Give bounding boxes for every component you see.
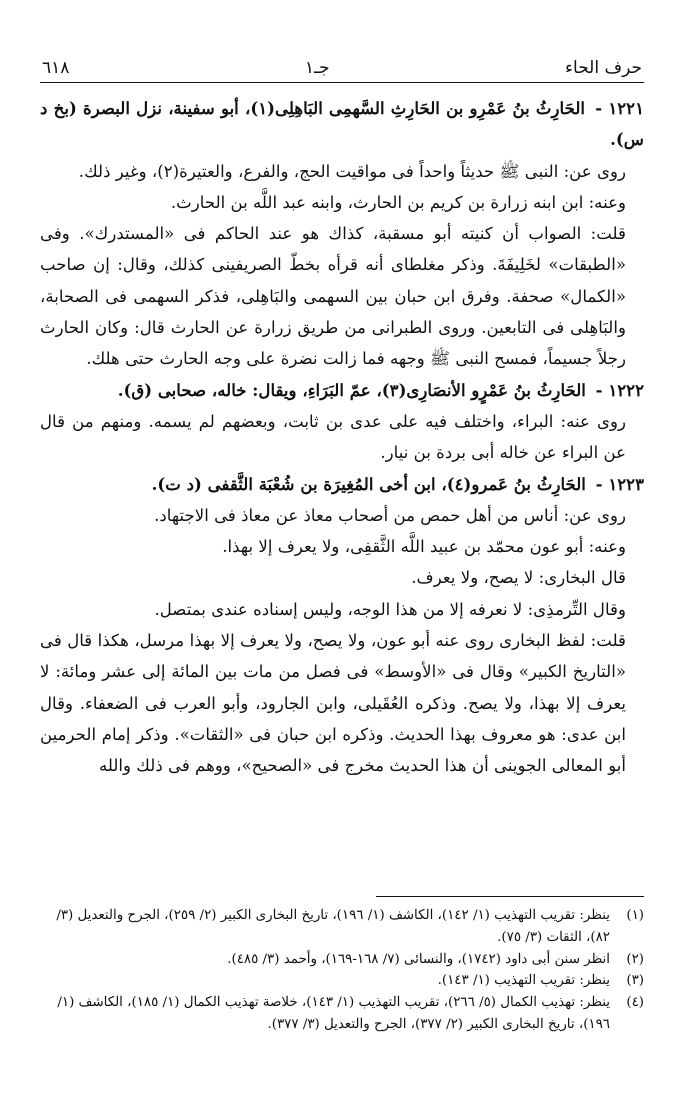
- entry-number: ١٢٢٢ -: [595, 379, 644, 400]
- page-number: ٦١٨: [42, 58, 70, 78]
- paragraph: روى عن: أناس من أهل حمص من أصحاب معاذ عن معاذ فى الاجتهاد.: [154, 505, 626, 525]
- footnote-text: ينظر: تقريب التهذيب (١/ ١٤٢)، الكاشف (١/ ١٩٦)، تاريخ البخارى الكبير (٢/ ٢٥٩)، الجرح والتعديل (٣/ ٨٢)، الثقات (٣/ ٧٥).: [56, 908, 610, 945]
- footnote: [40, 992, 644, 1036]
- entry-number: ١٢٢١ -: [595, 98, 645, 118]
- entry-title: الحَارِثُ بنُ عَمْرٍو الأنصَارِى(٣)، عمّ البَرَاءِ، ويقال: خاله، صحابى (ق).: [117, 379, 586, 400]
- footnote-text: انظر سنن أبى داود (١٧٤٢)، والنسائى (٧/ ١٦٨-١٦٩)، وأحمد (٣/ ٤٨٥).: [227, 951, 610, 967]
- volume-marker: جـ١: [304, 58, 330, 78]
- entry-heading: [40, 93, 644, 156]
- footnotes: [40, 896, 644, 1036]
- footnote-text: ينظر: تهذيب الكمال (٥/ ٢٦٦)، تقريب التهذيب (١/ ١٤٣)، خلاصة تهذيب الكمال (١/ ١٨٥)، الكاشف (١/ ١٩٦)، تاريخ البخارى الكبير (٢/ ٣٧٧)، الجرح والتعديل (٣/ ٣٧٧).: [57, 995, 610, 1032]
- paragraph: قلت: الصواب أن كنيته أبو مسقبة، كذاك هو عند الحاكم فى «المستدرك». وفى «الطبقات» لخَلِيفَةَ. وذكر مغلطاى أنه قرأه بخطّ الصريفينى كذلك، وقال: إن صاحب «الكمال» صحفة. وفرق ابن حبان بين السهمى والبَاهِلى، فذكر السهمى فى الصحابة، والبَاهِلى فى التابعين. وروى الطبرانى من طريق زرارة عن الحارث قال: وكان الحارث رجلاً جسيماً، فمسح النبى ﷺ وجهه فما زالت نضرة على وجه الحارث حتى هلك.: [40, 224, 626, 369]
- paragraph: وعنه: أبو عون محمّد بن عبيد اللَّه الثَّقفِى، ولا يعرف إلا بهذا.: [222, 537, 626, 557]
- footnote: [40, 905, 644, 949]
- footnote: [40, 970, 644, 992]
- chapter-title: حرف الحاء: [565, 58, 642, 78]
- entry-title: الحَارِثُ بنُ عَمرو(٤)، ابن أخى المُغِيرَة بن شُعْبَة الثَّقفى (د ت).: [151, 473, 586, 494]
- paragraph: روى عن: النبى ﷺ حديثاً واحداً فى مواقيت الحج، والفرع، والعتيرة(٢)، وغير ذلك.: [78, 161, 626, 181]
- paragraph: قال البخارى: لا يصح، ولا يعرف.: [411, 568, 626, 588]
- main-text: [40, 93, 644, 782]
- footnote-number: (١): [626, 908, 644, 923]
- footnote-number: (٣): [626, 973, 644, 989]
- entry-title: الحَارِثُ بنُ عَمْرِو بن الحَارِثِ السَّهمِى البَاهِلِى(١)، أبو سفينة، نزل البصرة (بخ د س).: [40, 98, 644, 150]
- footnote-divider: [376, 896, 644, 897]
- paragraph: وقال التِّرمذِى: لا نعرفه إلا من هذا الوجه، وليس إسناده عندى بمتصل.: [154, 599, 626, 619]
- running-header: [40, 58, 644, 83]
- footnote-number: (٤): [626, 995, 644, 1011]
- footnote-number: (٢): [626, 951, 644, 967]
- footnote-text: ينظر: تقريب التهذيب (١/ ١٤٣).: [437, 973, 610, 989]
- paragraph: وعنه: ابن ابنه زرارة بن كريم بن الحارث، وابنه عبد اللَّه بن الحارث.: [170, 192, 626, 212]
- entry-number: ١٢٢٣ -: [595, 473, 644, 494]
- entry-heading: [40, 375, 644, 406]
- paragraph: روى عنه: البراء، واختلف فيه على عدى بن ثابت، وبعضهم لم يسمه. ومنهم من قال عن البراء عن خاله أبى بردة بن نيار.: [40, 411, 626, 463]
- footnote: [40, 949, 644, 971]
- paragraph: قلت: لفظ البخارى روى عنه أبو عون، ولا يصح، ولا يعرف إلا بهذا مرسل، هكذا قال فى «التاريخ الكبير» وقال فى «الأوسط» فى فصل من مات بين المائة إلى عشر ومائة: لا يعرف إلا بهذا، ولا يصح. وذكره العُقَيلى، وابن الجارود، وأبو العرب فى الضعفاء. وقال ابن عدى: هو معروف بهذا الحديث. وذكره ابن حبان فى «الثقات». وذكر إمام الحرمين أبو المعالى الجوينى أن هذا الحديث مخرج فى «الصحيح»، ووهم فى ذلك والله: [40, 631, 626, 776]
- entry-heading: [40, 469, 644, 500]
